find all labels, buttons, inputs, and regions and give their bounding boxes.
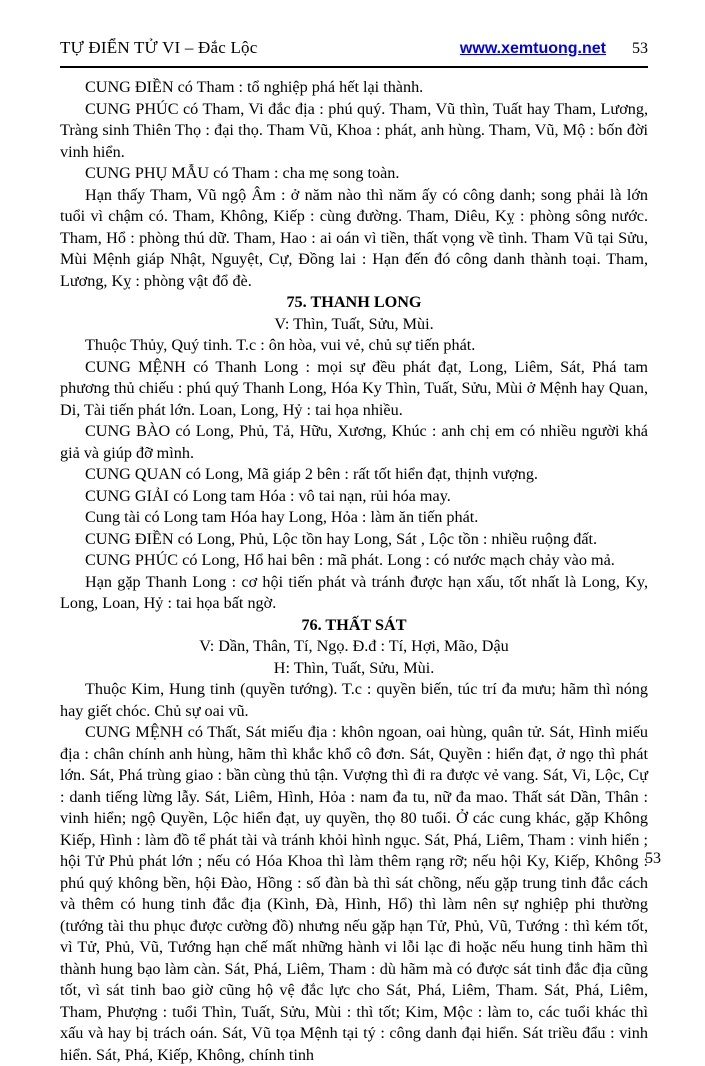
footer-page-number: 53	[645, 850, 661, 867]
paragraph: CUNG GIẢI có Long tam Hóa : vô tai nạn, rủi hóa may.	[85, 486, 451, 505]
document-title: TỰ ĐIỂN TỬ VI – Đắc Lộc	[60, 38, 258, 57]
paragraph: CUNG BÀO có Long, Phủ, Tả, Hữu, Xương, Khúc : anh chị em có nhiều người khá giả và giúp đỡ mình.	[60, 422, 648, 462]
header-divider	[60, 66, 648, 68]
paragraph: Thuộc Thủy, Quý tinh. T.c : ôn hòa, vui vẻ, chủ sự tiến phát.	[85, 336, 476, 354]
paragraph: Cung tài có Long tam Hóa hay Long, Hỏa : làm ăn tiến phát.	[85, 508, 479, 526]
paragraph: CUNG ĐIỀN có Long, Phủ, Lộc tồn hay Long, Sát , Lộc tồn : nhiều ruộng đất.	[85, 529, 598, 548]
centered-line: V: Thìn, Tuất, Sửu, Mùi.	[274, 314, 434, 333]
paragraph: CUNG QUAN có Long, Mã giáp 2 bên : rất tốt hiển đạt, thịnh vượng.	[85, 465, 538, 483]
paragraph: CUNG MỆNH có Thất, Sát miếu địa : khôn ngoan, oai hùng, quân tử. Sát, Hình miếu địa : chân chính anh hùng, hãm thì khắc khổ cô đơn. Sát, Quyền : hiển đạt, ở ngọ thì phát lớn. Sát, Phá trùng giao : bần cùng thủ tận. Vượng thì đi ra được vẻ vang. Sát, Vi, Lộc, Cự : danh tiếng lừng lẫy. Sát, Liêm, Hình, Hỏa : nam đa tu, nữ đa mao. Thất sát Dần, Thân : vinh hiển; ngộ Quyền, Lộc hiển đạt, uy quyền, thọ 80 tuổi. Ở các cung khác, gặp Không Kiếp, Hình : làm đồ tể phát tài và tránh khỏi hình ngục. Sát, Phá, Liêm, Tham : vinh hiển ; hội Tử Phủ phát lớn ; nếu có Hóa Khoa thì làm thêm rạng rỡ; nếu hội Ky, Kiếp, Không : phú quý không bền, hội Đào, Hồng : số đàn bà thì sát chồng, nếu gặp trung tinh đắc cách và thêm có hung tinh đắc địa (Kình, Đà, Hình, Hổ) thì làm nên sự nghiệp phi thường (tướng tài thu phục được cường đồ) nhưng nếu gặp hạn Tử, Phủ, Vũ, Tướng : thì kém tốt, vì Tử, Phủ, Vũ, Tướng hạn chế mất những hành vi lỗi lạc đi hoặc nếu hung tinh hãm thì thành hung bạo làm càn. Sát, Phá, Liêm, Tham : dù hãm mà có được sát tinh đắc địa cũng tốt, vì sát tinh bao giờ cũng hộ vệ đắc lực cho Sát, Phá, Liêm, Tham. Sát, Phá, Liêm, Tham, Phượng : tuổi Thìn, Tuất, Sửu, Mùi : thì tốt; Kim, Mộc : làm to, các tuổi khác thì xấu và hay bị trách oán. Sát, Vũ tọa Mệnh tại tý : công danh đại hiển. Sát triều đẩu : vinh hiển. Sát, Phá, Kiếp, Không, chính tinh	[60, 723, 648, 1064]
section-heading: 75. THANH LONG	[286, 293, 422, 311]
paragraph: CUNG PHÚC có Long, Hổ hai bên : mã phát. Long : có nước mạch chảy vào mả.	[85, 551, 615, 569]
page-header	[60, 38, 648, 58]
centered-line: H: Thìn, Tuất, Sửu, Mùi.	[273, 658, 435, 677]
header-right-group	[460, 40, 648, 58]
paragraph: CUNG PHÚC có Tham, Vi đắc địa : phú quý. Tham, Vũ thìn, Tuất hay Tham, Lương, Tràng sinh Thiên Thọ : đại thọ. Tham Vũ, Khoa : phát, anh hùng. Tham, Vũ, Mộ : bốn đời vinh hiển.	[60, 99, 648, 161]
section-heading: 76. THẤT SÁT	[301, 615, 407, 634]
paragraph: Thuộc Kim, Hung tinh (quyền tướng). T.c : quyền biến, túc trí đa mưu; hãm thì nóng hay giết chóc. Chủ sự oai vũ.	[60, 680, 648, 720]
paragraph: CUNG ĐIỀN có Tham : tổ nghiệp phá hết lại thành.	[85, 78, 424, 96]
centered-line: V: Dần, Thân, Tí, Ngọ. Đ.đ : Tí, Hợi, Mão, Dậu	[199, 637, 509, 655]
paragraph: CUNG PHỤ MẪU có Tham : cha mẹ song toàn.	[85, 164, 400, 182]
paragraph: CUNG MỆNH có Thanh Long : mọi sự đều phát đạt, Long, Liêm, Sát, Phá tam phương thủ chiếu : phú quý Thanh Long, Hóa Ky Thìn, Tuất, Sửu, Mùi ở Mệnh hay Quan, Di, Tài tiến phát lớn. Loan, Long, Hỷ : tai họa nhiều.	[60, 357, 648, 419]
paragraph: Hạn thấy Tham, Vũ ngộ Âm : ở năm nào thì năm ấy có công danh; song phải là lớn tuổi vì chậm có. Tham, Không, Kiếp : cùng đường. Tham, Diêu, Kỵ : phòng sông nước. Tham, Hổ : phòng thú dữ. Tham, Hao : ai oán vì tiền, thất vọng về tình. Tham Vũ tại Sửu, Mùi Mệnh giáp Nhật, Nguyệt, Cự, Đồng lai : Hạn đến đó công danh thành toại. Tham, Lương, Kỵ : phòng vật đổ đè.	[60, 185, 648, 290]
paragraph: Hạn gặp Thanh Long : cơ hội tiến phát và tránh được hạn xấu, tốt nhất là Long, Ky, Long, Loan, Hỷ : tai họa bất ngờ.	[60, 572, 648, 612]
xemtuong-link[interactable]: www.xemtuong.net	[459, 40, 606, 57]
page-body	[60, 77, 648, 1066]
header-page-number: 53	[632, 40, 648, 57]
